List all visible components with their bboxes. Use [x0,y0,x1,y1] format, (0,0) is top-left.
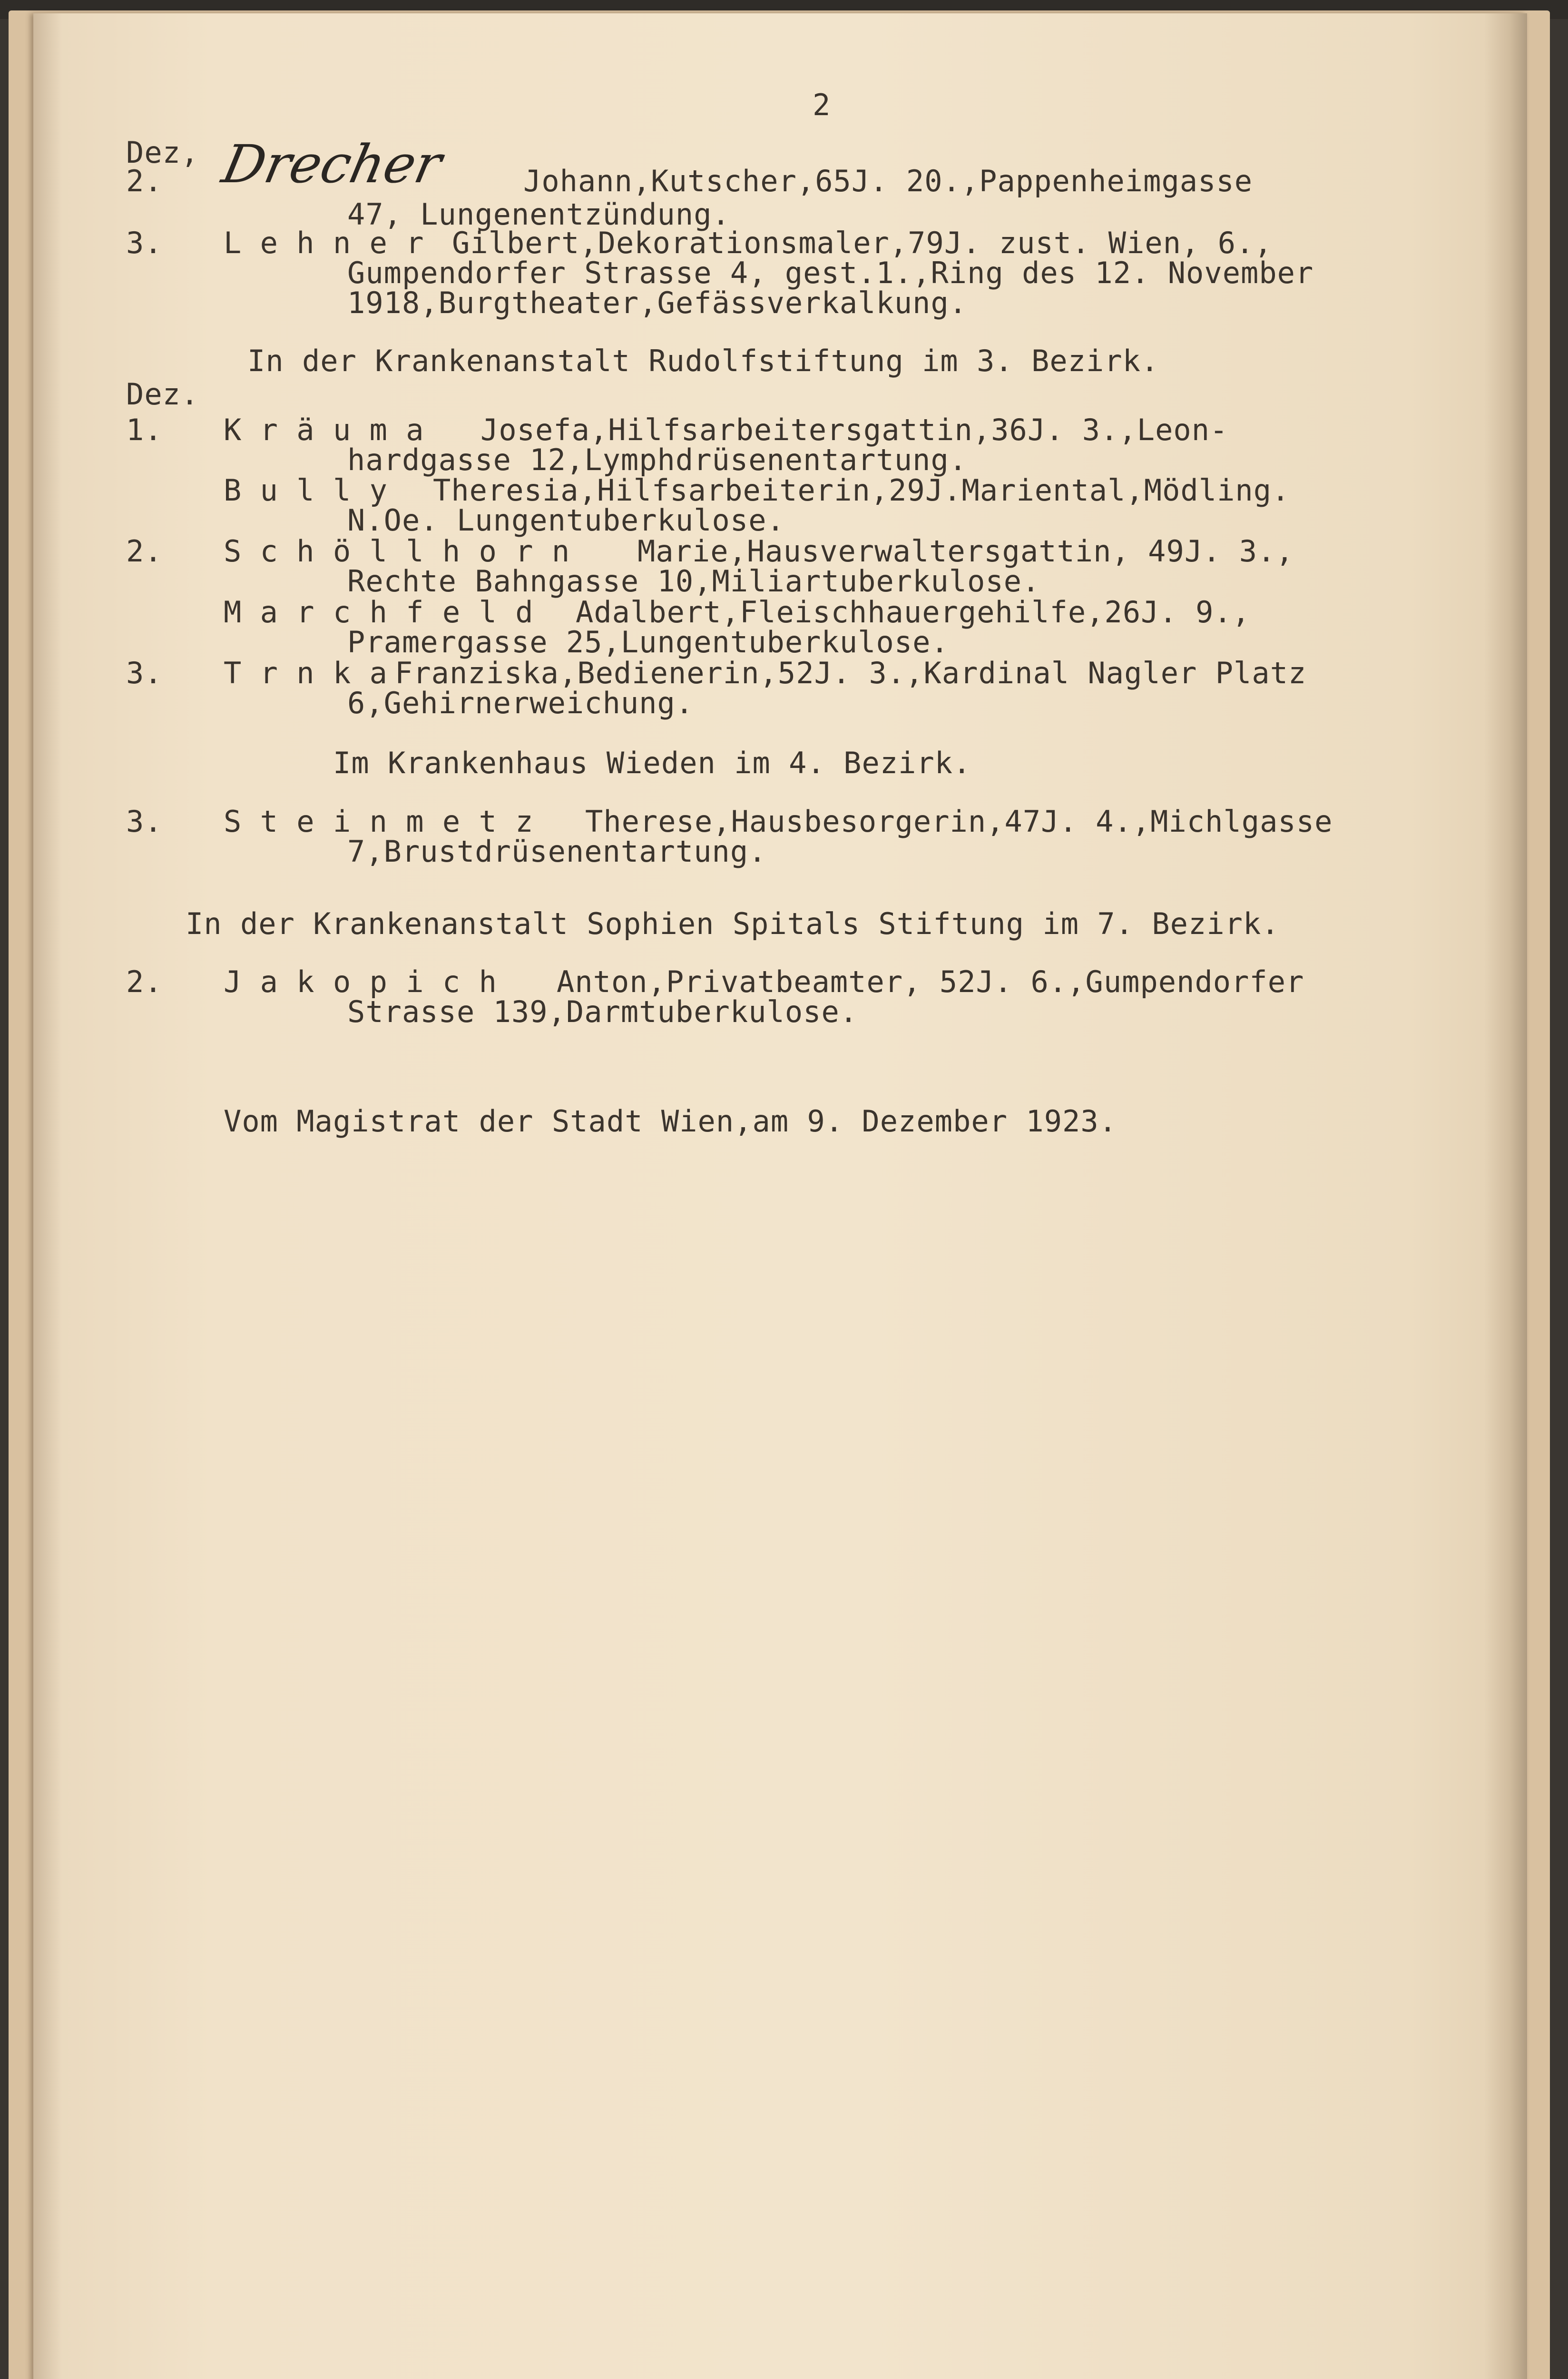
entry-text: Therese,Hausbesorgerin,47J. 4.,Michlgasse [585,804,1333,839]
section-heading: In der Krankenanstalt Rudolfstiftung im 3. Bezirk. [247,344,1159,378]
entry-text: 47, Lungenentzündung. [347,197,730,232]
month-label: Dez, [126,135,199,170]
entry-day: 3. [126,656,163,690]
entry-text: Theresia,Hilfsarbeiterin,29J.Mariental,Mödling. [433,473,1290,508]
entry-text: Franziska,Bedienerin,52J. 3.,Kardinal Nagler Platz [395,656,1307,690]
entry-surname: L e h n e r [224,226,424,260]
entry-text: N.Oe. Lungentuberkulose. [347,503,785,538]
entry-day: 2. [126,164,163,198]
entry-surname: K r ä u m a [224,413,424,447]
month-label: Dez. [126,377,199,412]
entry-surname: T r n k a [224,656,388,690]
section-heading: In der Krankenanstalt Sophien Spitals Stiftung im 7. Bezirk. [186,906,1280,941]
entry-text: 1918,Burgtheater,Gefässverkalkung. [347,285,968,320]
entry-day: 3. [126,226,163,260]
entry-day: 2. [126,534,163,569]
entry-day: 2. [126,964,163,999]
entry-text: Anton,Privatbeamter, 52J. 6.,Gumpendorfer [557,964,1304,999]
closing-line: Vom Magistrat der Stadt Wien,am 9. Dezember 1923. [224,1104,1117,1139]
entry-day: 3. [126,804,163,839]
document-page [33,13,1527,2379]
handwritten-surname: Drecher [217,134,447,195]
binding-shadow [33,13,62,2379]
entry-text: Rechte Bahngasse 10,Miliartuberkulose. [347,564,1040,599]
entry-text: Adalbert,Fleischhauergehilfe,26J. 9., [576,595,1251,629]
section-heading: Im Krankenhaus Wieden im 4. Bezirk. [333,746,971,780]
entry-day: 1. [126,413,163,447]
entry-text: hardgasse 12,Lymphdrüsenentartung. [347,442,968,477]
entry-text: Strasse 139,Darmtuberkulose. [347,994,858,1029]
page-edge-shadow [1484,13,1527,2379]
entry-surname: J a k o p i c h [224,964,497,999]
entry-text: 7,Brustdrüsenentartung. [347,834,767,869]
entry-text: Marie,Hausverwaltersgattin, 49J. 3., [637,534,1294,569]
entry-text: Gilbert,Dekorationsmaler,79J. zust. Wien, 6., [452,226,1273,260]
entry-surname: S t e i n m e t z [224,804,534,839]
entry-surname: M a r c h f e l d [224,595,534,629]
entry-text: 6,Gehirnerweichung. [347,686,694,720]
page-number: 2 [813,88,831,122]
entry-text: Johann,Kutscher,65J. 20.,Pappenheimgasse [523,164,1253,198]
entry-surname: B u l l y [224,473,388,508]
entry-text: Gumpendorfer Strasse 4, gest.1.,Ring des 12. November [347,256,1314,290]
entry-surname: S c h ö l l h o r n [224,534,570,569]
entry-text: Pramergasse 25,Lungentuberkulose. [347,625,949,659]
entry-text: Josefa,Hilfsarbeitersgattin,36J. 3.,Leon- [480,413,1228,447]
